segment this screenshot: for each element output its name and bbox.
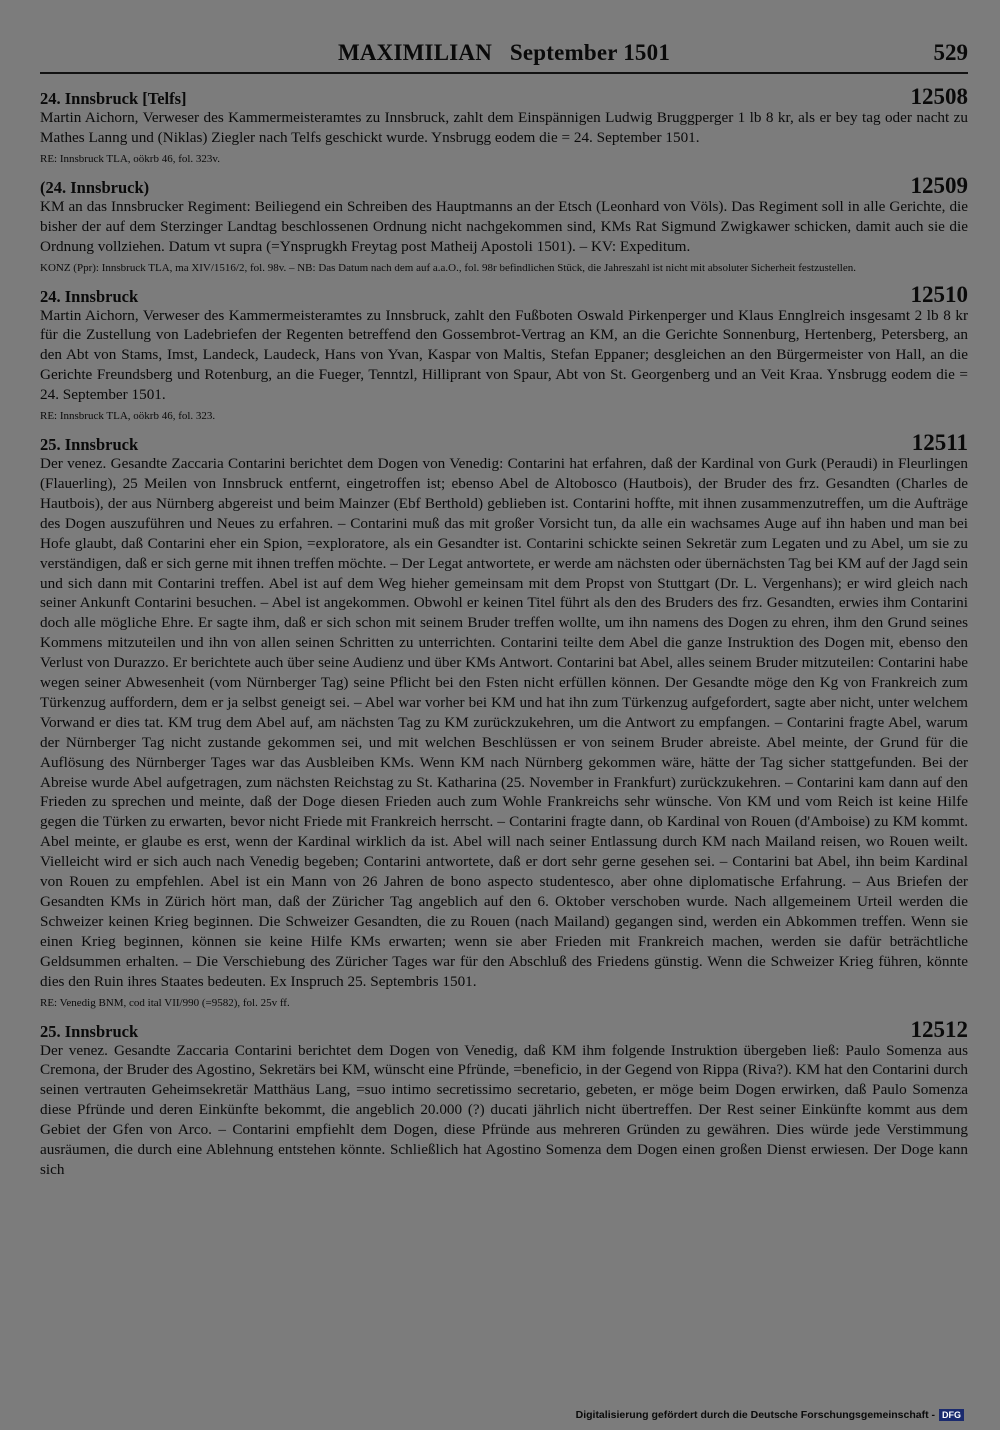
entry-place: 25. Innsbruck: [40, 1021, 139, 1041]
entry-number: 12511: [911, 430, 968, 456]
entry-12511: [40, 430, 968, 1009]
entry-source: RE: Venedig BNM, cod ital VII/990 (=9582), fol. 25v ff.: [40, 996, 290, 1009]
entry-number: 12512: [910, 1016, 968, 1042]
entry-number: 12508: [910, 84, 968, 109]
entry-number: 12509: [910, 172, 968, 198]
entry-text: Martin Aichorn, Verweser des Kammermeisteramtes zu Innsbruck, zahlt den Fußboten Oswald Pirkenperger und Klaus Ennglreich insgesamt 2 lb 8 kr für die Zustellung von Ladebriefen der Regenten betreffend den Gossembrot-Vertrag an KM, an die Gerichte Sonnenburg, Hertenberg, Petersberg, an den Abt von Stams, Imst, Landeck, Laudeck, Hans von Yvan, Kaspar von Maltis, Stefan Eppaner; desgleichen an den Bürgermeister von Hall, an die Gerichte Freundsberg und Rotenburg, an die Fueger, Tenntzl, Hilliprant von Spaur, Abt von St. Georgenberg und an Veit Kraa. Ynsbrugg eodem die = 24. September 1501.: [40, 306, 968, 404]
running-head: [40, 36, 968, 72]
entry-12508: [40, 84, 968, 166]
entry-12512: [40, 1017, 968, 1180]
entry-text: Der venez. Gesandte Zaccaria Contarini berichtet dem Dogen von Venedig: Contarini hat erfahren, daß der Kardinal von Gurk (Peraudi) in Fleurlingen (Flauerling), 25 Meilen von Innsbruck entfernt, eingetroffen ist; ebenso Abel de Altobosco (Hautbois), der Bruder des frz. Gesandten (Charles de Hautbois), der aus Nürnberg abgereist und beim Mainzer (Ebf Berthold) geblieben ist. Contarini hoffte, mit ihnen zusammenzutreffen, um die Aufträge des Dogen auszuführen und Neues zu erfahren. – Contarini muß das mit großer Vorsicht tun, da alle ein wachsames Auge auf ihn haben und man bei Hofe glaubt, daß Contarini eher ein Spion, =exploratore, als ein Gesandter ist. Contarini schickte seinen Sekretär zum Legaten und zu Abel, um sie zu verständigen, daß er sich gerne mit ihnen treffen möchte. – Der Legat antwortete, er werde am nächsten oder übernächsten Tag bei KM auf der Jagd sein und sich dann mit Contarini treffen. Abel ist auf dem Weg hieher gemeinsam mit dem Propst von Stuttgart (Dr. L. Vergenhans); er wird gleich nach seiner Ankunft Contarini besuchen. – Abel ist angekommen. Obwohl er keinen Titel führt als den des Bruders des frz. Gesandten, erwies ihm Contarini doch alle mögliche Ehre. Er sagte ihm, daß er sich schon mit seinem Bruder treffen wollte, um ihn namens des Dogen zu ehren, ihm den Grund seines Kommens mitzuteilen und ihn von allen seinen Schritten zu unterrichten. Contarini teilte dem Abel die ganze Instruktion des Dogen mit, ebenso den Verlust von Durazzo. Er berichtete auch über seine Audienz und über KMs Antwort. Contarini bat Abel, alles seinem Bruder mitzuteilen: Contarini habe wegen seiner Abwesenheit (vom Nürnberger Tag) seine Pflicht bei den Fsten nicht erfüllen können. Der Gesandte möge den Kg von Frankreich zum Türkenzug auffordern, dem er ja selbst geneigt sei. – Abel war vorher bei KM und hat ihn zum Türkenzug aufgefordert, sagte aber nicht, unter welchem Vorwand er dies tat. KM trug dem Abel auf, am nächsten Tag zu KM zurückzukehren, um die Antwort zu empfangen. – Contarini fragte Abel, warum der Nürnberger Tag nicht zustande gekommen sei, und mit welchen Beschlüssen er von seinem Bruder abreiste. Abel meinte, der Grund für die Auflösung des Nürnberger Tages war das Ausbleiben KMs. Wenn KM nach Nürnberg gekommen wäre, hätte der Tag sicher stattgefunden. Bei der Abreise wurde Abel aufgetragen, zum nächsten Reichstag zu St. Katharina (25. November in Frankfurt) zurückzukehren. – Contarini kam dann auf den Frieden zu sprechen und meinte, daß der Doge diesen Frieden auch zum Wohle Frankreichs sehr wünsche. Von KM und vom Reich ist keine Hilfe gegen die Türken zu erwarten, bevor nicht Friede mit Frankreich herrscht. – Contarini fragte dann, ob Kardinal von Rouen (d'Amboise) zu KM kommt. Abel meinte, er glaube es erst, wenn der Kardinal wirklich da ist. Abel will nach seiner Entlassung durch KM nach Mailand reisen, wo Rouen weilt. Vielleicht wird er sich auch nach Venedig begeben; Contarini antwortete, daß er dort sehr gerne gesehen sei. – Contarini bat Abel, ihn beim Kardinal von Rouen zu empfehlen. Abel ist ein Mann von 26 Jahren de bono aspecto studentesco, aber ohne diplomatische Erfahrung. – Aus Briefen der Gesandten KMs in Zürich hört man, daß der Züricher Tag angeblich auf den 6. Oktober verschoben wurde. Nach allgemeinem Urteil werden die Schweizer keinen Krieg beginnen. Die Schweizer Gesandten, die zu Rouen (nach Mailand) gegangen sind, werden ein Abkommen treffen. Wenn sie einen Krieg beginnen, können sie keine Hilfe KMs erwarten; wenn sie aber Frieden mit Frankreich machen, werden sie dafür beträchtliche Geldsummen erhalten. – Die Verschiebung des Züricher Tages war für den Abschluß des Friedens günstig. Wenn die Schweizer Krieg führen, könnte dies den Ruin ihres Staates bedeuten. Ex Inspruch 25. Septembris 1501.: [40, 455, 968, 990]
document-page: [40, 36, 968, 1187]
page-number: 529: [933, 40, 968, 65]
entry-text: KM an das Innsbrucker Regiment: Beiliegend ein Schreiben des Hauptmanns an der Etsch (Leonhard von Völs). Das Regiment soll in alle Gerichte, die bisher der auf dem Sterzinger Landtag beschlossenen Ordnung nicht nachgekommen sind, KMs Rat Sigmund Zwigkawer schicken, damit auch sie die Ordnung vollziehen. Datum vt supra (=Ynsprugkh Freytag post Matheij Apostoli 1501). – KV: Expeditum.: [40, 197, 968, 255]
dfg-logo: DFG: [939, 1409, 964, 1421]
entry-source: KONZ (Ppr): Innsbruck TLA, ma XIV/1516/2, fol. 98v. – NB: Das Datum nach dem auf a.a.O., fol. 98r befindlichen Stück, die Jahreszahl ist nicht mit absoluter Sicherheit festzustellen.: [40, 261, 856, 274]
entry-text: Der venez. Gesandte Zaccaria Contarini berichtet dem Dogen von Venedig, daß KM ihm folgende Instruktion übergeben ließ: Paulo Somenza aus Cremona, der Bruder des Agostino, Sekretärs bei KM, wünscht eine Pfründe, =beneficio, in der Gegend von Rippa (Riva?). KM hat den Contarini durch seinen vertrauten Geheimsekretär Matthäus Lang, =suo intimo secretissimo secretario, gebeten, er möge beim Dogen erwirken, daß Paulo Somenza diese Pfründe und deren Einkünfte bekommt, die angeblich 20.000 (?) ducati jährlich nicht übertreffen. Der Rest seiner Einkünfte kommt aus dem Gebiet der Gfen von Arco. – Contarini empfiehlt dem Dogen, diese Pfründe aus mehreren Gründen zu gewähren. Dies würde jede Verstimmung ausräumen, die durch eine Ablehnung entstehen könnte. Schließlich hat Agostino Somenza dem Dogen einen großen Dienst erwiesen. Der Doge kann sich: [40, 1041, 968, 1178]
entry-12510: [40, 282, 968, 424]
footer-credit: [576, 1409, 964, 1421]
entry-source: RE: Innsbruck TLA, oökrb 46, fol. 323v.: [40, 152, 220, 165]
entry-place: 25. Innsbruck: [40, 435, 139, 455]
entry-place: 24. Innsbruck: [40, 286, 139, 306]
entry-place: (24. Innsbruck): [40, 177, 150, 197]
footer-text: Digitalisierung gefördert durch die Deutsche Forschungsgemeinschaft -: [575, 1409, 935, 1421]
entry-12509: [40, 173, 968, 275]
running-title: MAXIMILIAN September 1501: [337, 40, 671, 65]
entry-source: RE: Innsbruck TLA, oökrb 46, fol. 323.: [40, 410, 216, 423]
entry-number: 12510: [910, 281, 968, 307]
entry-place: 24. Innsbruck [Telfs]: [40, 89, 187, 108]
header-rule: [40, 72, 968, 74]
entry-text: Martin Aichorn, Verweser des Kammermeisteramtes zu Innsbruck, zahlt dem Einspännigen Ludwig Bruggperger 1 lb 8 kr, als er bey tag oder nacht zu Mathes Lanng und (Niklas) Ziegler nach Telfs geschickt wurde. Ynsbrugg eodem die = 24. September 1501.: [40, 109, 968, 146]
